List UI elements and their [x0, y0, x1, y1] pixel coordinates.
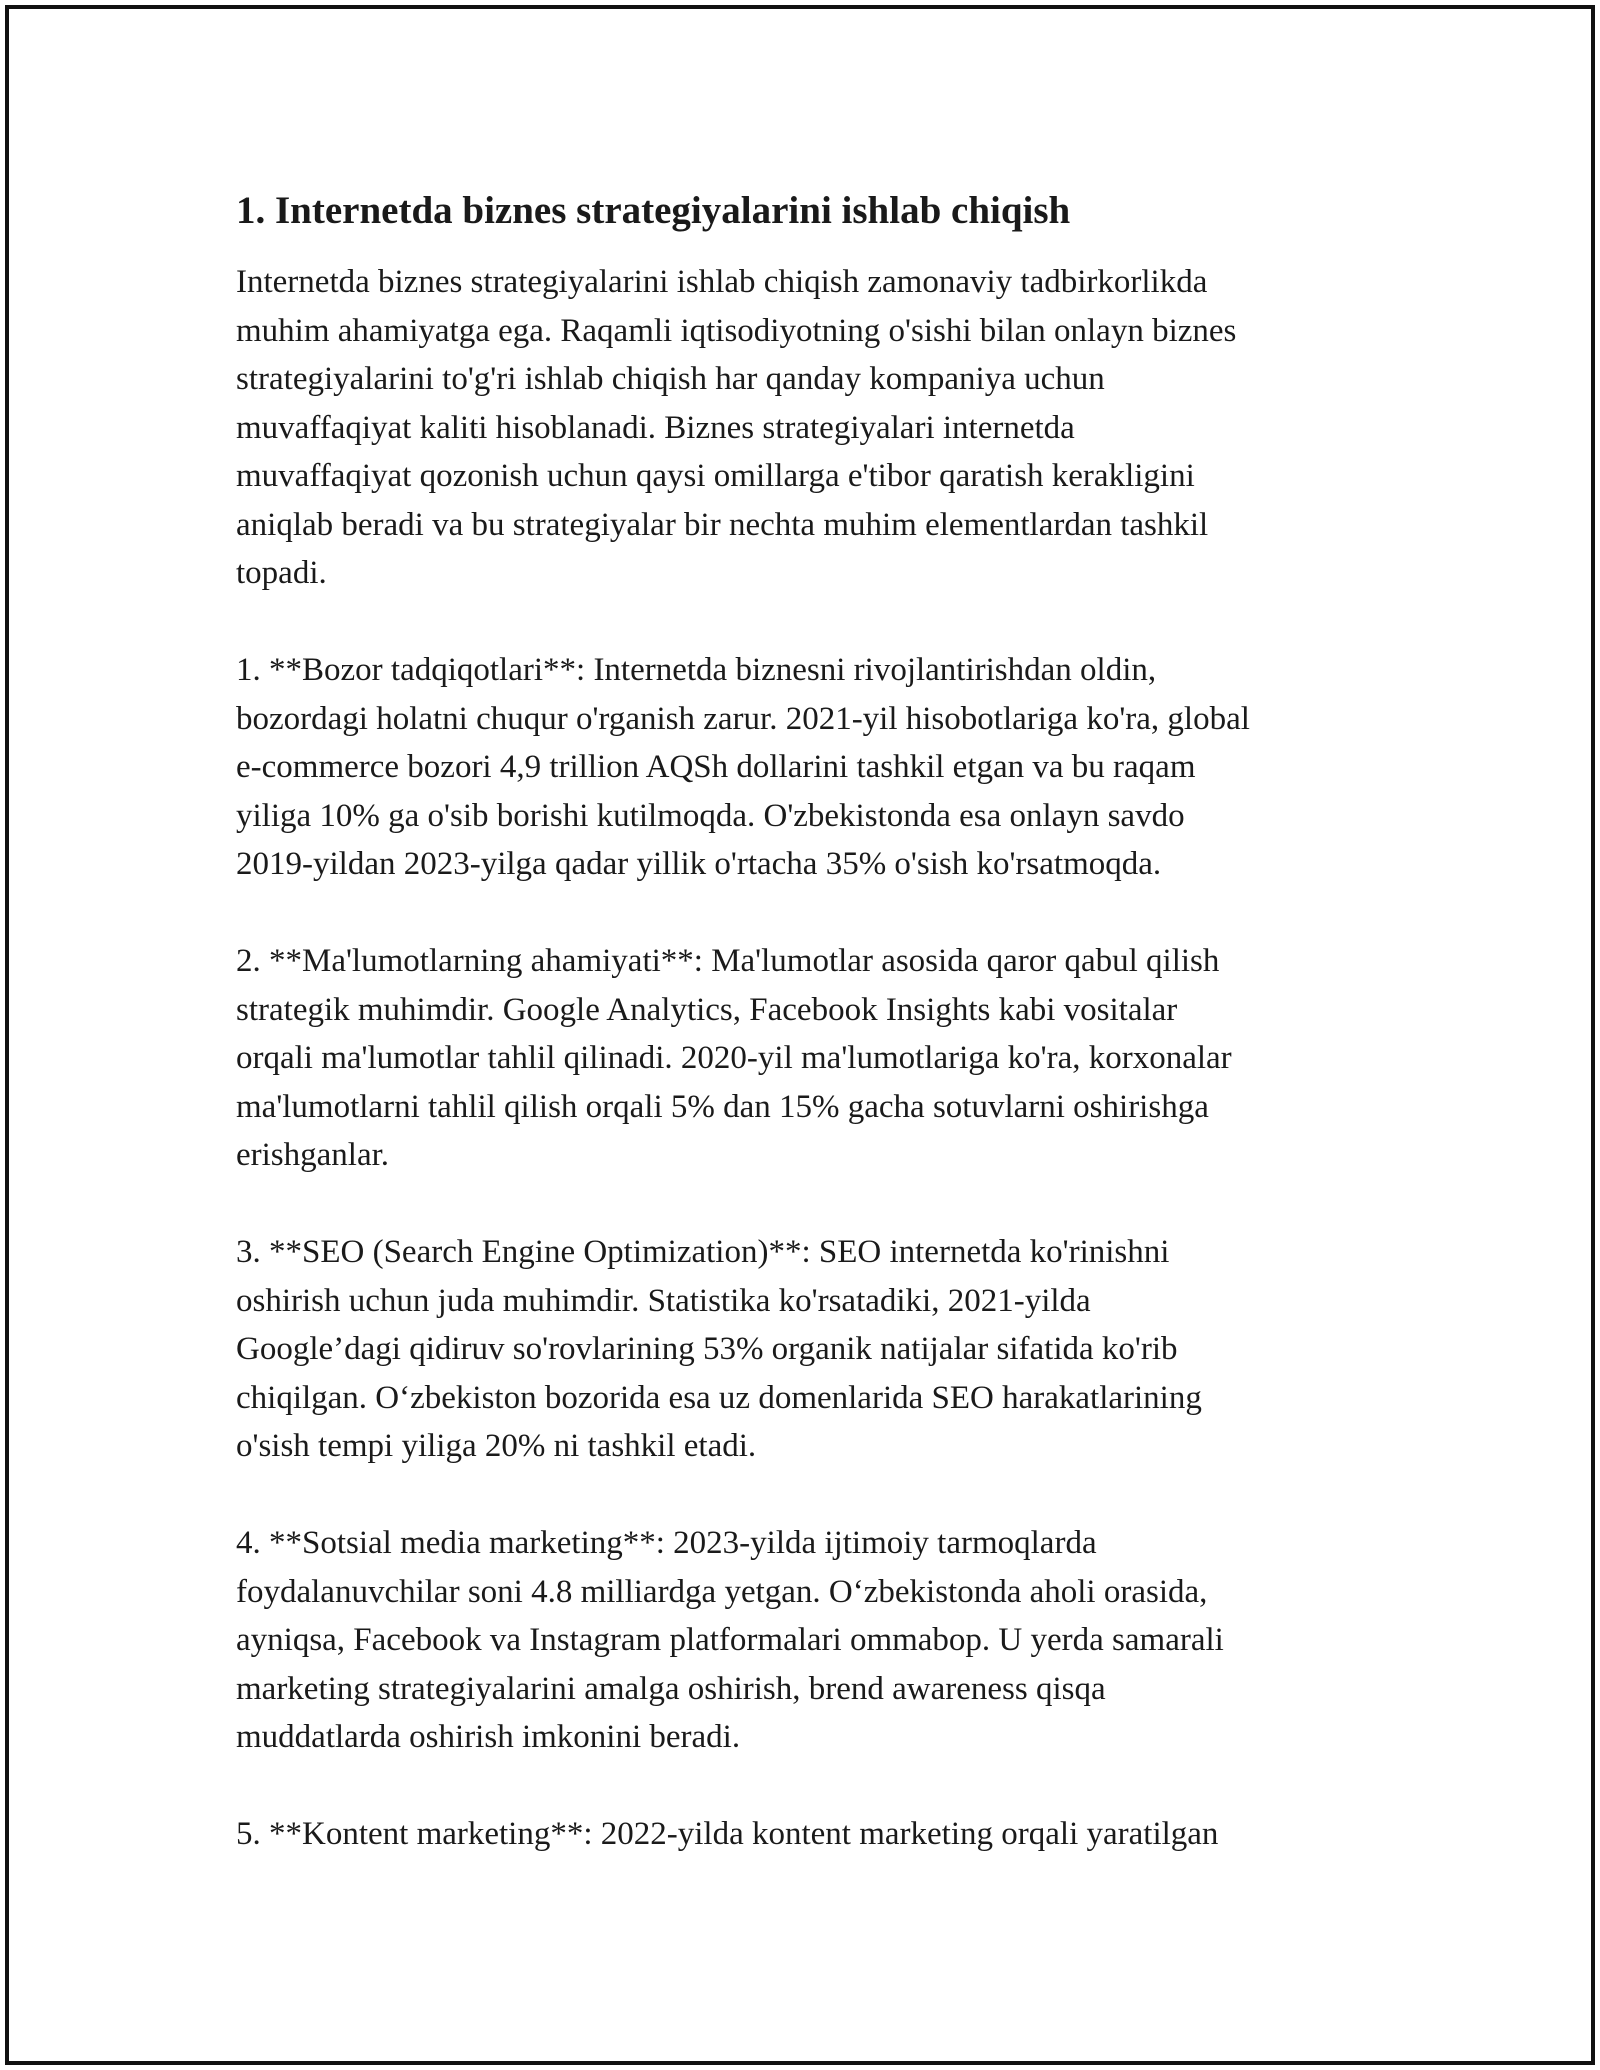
text-line: ayniqsa, Facebook va Instagram platformalari ommabop. U yerda samarali — [236, 1622, 1224, 1658]
document-body — [236, 186, 1376, 1859]
text-line: 2019-yildan 2023-yilga qadar yillik o'rtacha 35% o'sish ko'rsatmoqda. — [236, 846, 1162, 882]
text-line: strategik muhimdir. Google Analytics, Facebook Insights kabi vositalar — [236, 991, 1178, 1028]
list-item-sotsial-media — [236, 1519, 1376, 1762]
text-line: 5. **Kontent marketing**: 2022-yilda kontent marketing orqali yaratilgan — [236, 1816, 1219, 1852]
text-line: oshirish uchun juda muhimdir. Statistika ko'rsatadiki, 2021-yilda — [236, 1282, 1091, 1319]
text-line: strategiyalarini to'g'ri ishlab chiqish har qanday kompaniya uchun — [236, 361, 1105, 397]
text-line: muddatlarda oshirish imkonini beradi. — [236, 1719, 741, 1755]
text-line: marketing strategiyalarini amalga oshirish, brend awareness qisqa — [236, 1670, 1106, 1707]
text-line: 3. **SEO (Search Engine Optimization)**: SEO internetda ko'rinishni — [236, 1234, 1170, 1270]
text-line: Google’dagi qidiruv so'rovlarining 53% organik natijalar sifatida ko'rib — [236, 1331, 1178, 1367]
text-line: e-commerce bozori 4,9 trillion AQSh dollarini tashkil etgan va bu raqam — [236, 749, 1196, 785]
text-line: yiliga 10% ga o'sib borishi kutilmoqda. O'zbekistonda esa onlayn savdo — [236, 797, 1185, 834]
list-item-seo — [236, 1228, 1376, 1471]
text-line: 1. **Bozor tadqiqotlari**: Internetda biznesni rivojlantirishdan oldin, — [236, 652, 1157, 688]
text-line: topadi. — [236, 555, 327, 591]
text-line: foydalanuvchilar soni 4.8 milliardga yetgan. O‘zbekistonda aholi orasida, — [236, 1573, 1208, 1610]
text-line: erishganlar. — [236, 1137, 390, 1173]
text-line: bozordagi holatni chuqur o'rganish zarur. 2021-yil hisobotlariga ko'ra, global — [236, 700, 1250, 737]
list-item-malumotlar — [236, 937, 1376, 1180]
text-line: ma'lumotlarni tahlil qilish orqali 5% dan 15% gacha sotuvlarni oshirishga — [236, 1088, 1209, 1125]
text-line: orqali ma'lumotlar tahlil qilinadi. 2020-yil ma'lumotlariga ko'ra, korxonalar — [236, 1040, 1232, 1076]
text-line: 4. **Sotsial media marketing**: 2023-yilda ijtimoiy tarmoqlarda — [236, 1525, 1097, 1561]
text-line: muhim ahamiyatga ega. Raqamli iqtisodiyotning o'sishi bilan onlayn biznes — [236, 312, 1237, 349]
text-line: Internetda biznes strategiyalarini ishlab chiqish zamonaviy tadbirkorlikda — [236, 264, 1208, 300]
text-line: chiqilgan. O‘zbekiston bozorida esa uz domenlarida SEO harakatlarining — [236, 1379, 1202, 1416]
text-line: muvaffaqiyat kaliti hisoblanadi. Biznes strategiyalari internetda — [236, 409, 1075, 446]
text-line: aniqlab beradi va bu strategiyalar bir nechta muhim elementlardan tashkil — [236, 506, 1209, 543]
text-line: o'sish tempi yiliga 20% ni tashkil etadi. — [236, 1428, 757, 1464]
list-item-kontent-marketing — [236, 1810, 1376, 1859]
intro-paragraph — [236, 258, 1376, 598]
list-item-bozor-tadqiqotlari — [236, 646, 1376, 889]
text-line: 2. **Ma'lumotlarning ahamiyati**: Ma'lumotlar asosida qaror qabul qilish — [236, 943, 1220, 979]
section-heading: 1. Internetda biznes strategiyalarini ishlab chiqish — [236, 189, 1071, 232]
text-line: muvaffaqiyat qozonish uchun qaysi omillarga e'tibor qaratish kerakligini — [236, 458, 1195, 494]
